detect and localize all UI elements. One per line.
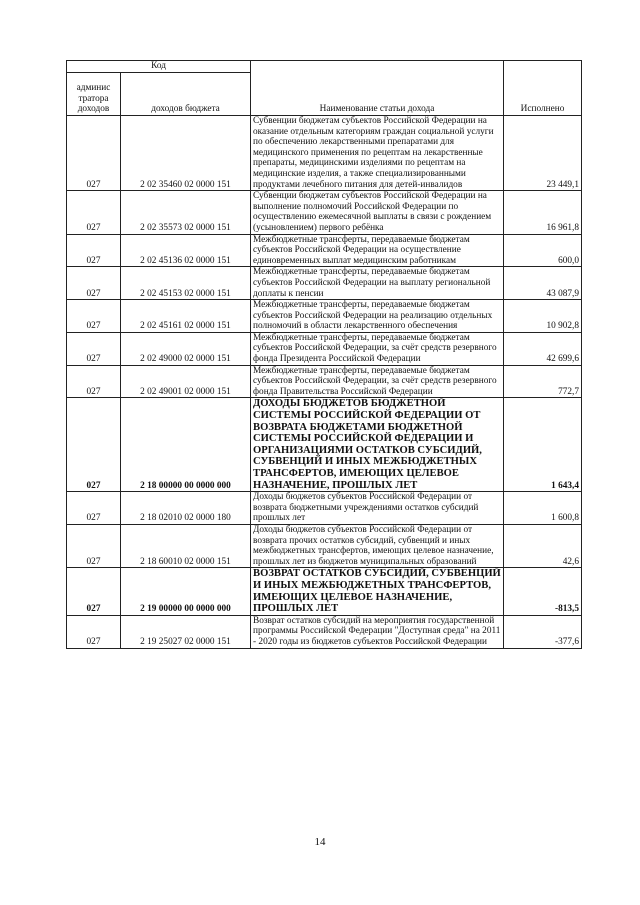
admin-code: 027 <box>67 398 121 492</box>
income-code: 2 19 00000 00 0000 000 <box>121 568 251 615</box>
admin-code: 027 <box>67 524 121 567</box>
executed-amount: 42 699,6 <box>504 332 582 365</box>
item-name: Межбюджетные трансферты, передаваемые бюджетам субъектов Российской Федерации на выплату региональной доплаты к пенсии <box>251 267 504 300</box>
admin-code: 027 <box>67 492 121 525</box>
item-name: Межбюджетные трансферты, передаваемые бюджетам субъектов Российской Федерации, за счёт средств резервного фонда Президента Российской Федерации <box>251 332 504 365</box>
admin-code: 027 <box>67 365 121 398</box>
table-row <box>67 300 582 333</box>
header-administrator: админис тратора доходов <box>67 73 121 116</box>
header-executed: Исполнено <box>504 61 582 116</box>
table-row-section <box>67 398 582 492</box>
executed-amount: -377,6 <box>504 615 582 648</box>
admin-code: 027 <box>67 568 121 615</box>
item-name: Субвенции бюджетам субъектов Российской Федерации на выполнение полномочий Российской Федерации по осуществлению ежемесячной выплаты в связи с рождением (усыновлением) первого ребёнка <box>251 191 504 234</box>
income-code: 2 02 45161 02 0000 151 <box>121 300 251 333</box>
admin-code: 027 <box>67 267 121 300</box>
executed-amount: 42,6 <box>504 524 582 567</box>
item-name: Доходы бюджетов субъектов Российской Федерации от возврата прочих остатков субсидий, субвенций и иных межбюджетных трансфертов, имеющих целевое назначение, прошлых лет из бюджетов муниципальных образований <box>251 524 504 567</box>
item-name: Возврат остатков субсидий на мероприятия государственной программы Российской Федерации "Доступная среда" на 2011 - 2020 годы из бюджетов субъектов Российской Федерации <box>251 615 504 648</box>
income-code: 2 02 35460 02 0000 151 <box>121 116 251 191</box>
admin-code: 027 <box>67 116 121 191</box>
income-code: 2 18 02010 02 0000 180 <box>121 492 251 525</box>
table-row <box>67 332 582 365</box>
admin-code: 027 <box>67 615 121 648</box>
executed-amount: 23 449,1 <box>504 116 582 191</box>
item-name: ДОХОДЫ БЮДЖЕТОВ БЮДЖЕТНОЙ СИСТЕМЫ РОССИЙСКОЙ ФЕДЕРАЦИИ ОТ ВОЗВРАТА БЮДЖЕТАМИ БЮДЖЕТНОЙ СИСТЕМЫ РОССИЙСКОЙ ФЕДЕРАЦИИ И ОРГАНИЗАЦИЯМИ ОСТАТКОВ СУБСИДИЙ, СУБВЕНЦИЙ И ИНЫХ МЕЖБЮДЖЕТНЫХ ТРАНСФЕРТОВ, ИМЕЮЩИХ ЦЕЛЕВОЕ НАЗНАЧЕНИЕ, ПРОШЛЫХ ЛЕТ <box>251 398 504 492</box>
item-name: Межбюджетные трансферты, передаваемые бюджетам субъектов Российской Федерации на реализацию отдельных полномочий в области лекарственного обеспечения <box>251 300 504 333</box>
admin-code: 027 <box>67 234 121 267</box>
item-name: Межбюджетные трансферты, передаваемые бюджетам субъектов Российской Федерации, за счёт средств резервного фонда Правительства Российской Федерации <box>251 365 504 398</box>
table-row <box>67 116 582 191</box>
item-name: Субвенции бюджетам субъектов Российской Федерации на оказание отдельным категориям граждан социальной услуги по обеспечению лекарственными препаратами для медицинского применения по рецептам на лекарственные препараты, медицинскими изделиями по рецептам на медицинские изделия, а также специализированными продуктами лечебного питания для детей-инвалидов <box>251 116 504 191</box>
executed-amount: 16 961,8 <box>504 191 582 234</box>
table-row <box>67 191 582 234</box>
executed-amount: 600,0 <box>504 234 582 267</box>
executed-amount: 772,7 <box>504 365 582 398</box>
table-row <box>67 524 582 567</box>
income-code: 2 02 49001 02 0000 151 <box>121 365 251 398</box>
header-budget-income: доходов бюджета <box>121 73 251 116</box>
income-table <box>66 60 582 649</box>
admin-code: 027 <box>67 300 121 333</box>
table-row <box>67 267 582 300</box>
page-number: 14 <box>314 836 326 848</box>
income-code: 2 19 25027 02 0000 151 <box>121 615 251 648</box>
item-name: Межбюджетные трансферты, передаваемые бюджетам субъектов Российской Федерации на осуществление единовременных выплат медицинским работникам <box>251 234 504 267</box>
income-code: 2 02 35573 02 0000 151 <box>121 191 251 234</box>
table-row <box>67 365 582 398</box>
item-name: Доходы бюджетов субъектов Российской Федерации от возврата бюджетными учреждениями остатков субсидий прошлых лет <box>251 492 504 525</box>
item-name: ВОЗВРАТ ОСТАТКОВ СУБСИДИЙ, СУБВЕНЦИЙ И ИНЫХ МЕЖБЮДЖЕТНЫХ ТРАНСФЕРТОВ, ИМЕЮЩИХ ЦЕЛЕВОЕ НАЗНАЧЕНИЕ, ПРОШЛЫХ ЛЕТ <box>251 568 504 615</box>
table-row <box>67 615 582 648</box>
income-code: 2 02 45153 02 0000 151 <box>121 267 251 300</box>
income-code: 2 02 49000 02 0000 151 <box>121 332 251 365</box>
header-code: Код <box>67 61 251 73</box>
table-row <box>67 492 582 525</box>
table-row <box>67 234 582 267</box>
executed-amount: 1 643,4 <box>504 398 582 492</box>
executed-amount: 1 600,8 <box>504 492 582 525</box>
admin-code: 027 <box>67 332 121 365</box>
executed-amount: 43 087,9 <box>504 267 582 300</box>
income-code: 2 02 45136 02 0000 151 <box>121 234 251 267</box>
header-item-name: Наименование статьи дохода <box>251 61 504 116</box>
table-row-section <box>67 568 582 615</box>
executed-amount: -813,5 <box>504 568 582 615</box>
income-code: 2 18 00000 00 0000 000 <box>121 398 251 492</box>
admin-code: 027 <box>67 191 121 234</box>
executed-amount: 10 902,8 <box>504 300 582 333</box>
income-code: 2 18 60010 02 0000 151 <box>121 524 251 567</box>
